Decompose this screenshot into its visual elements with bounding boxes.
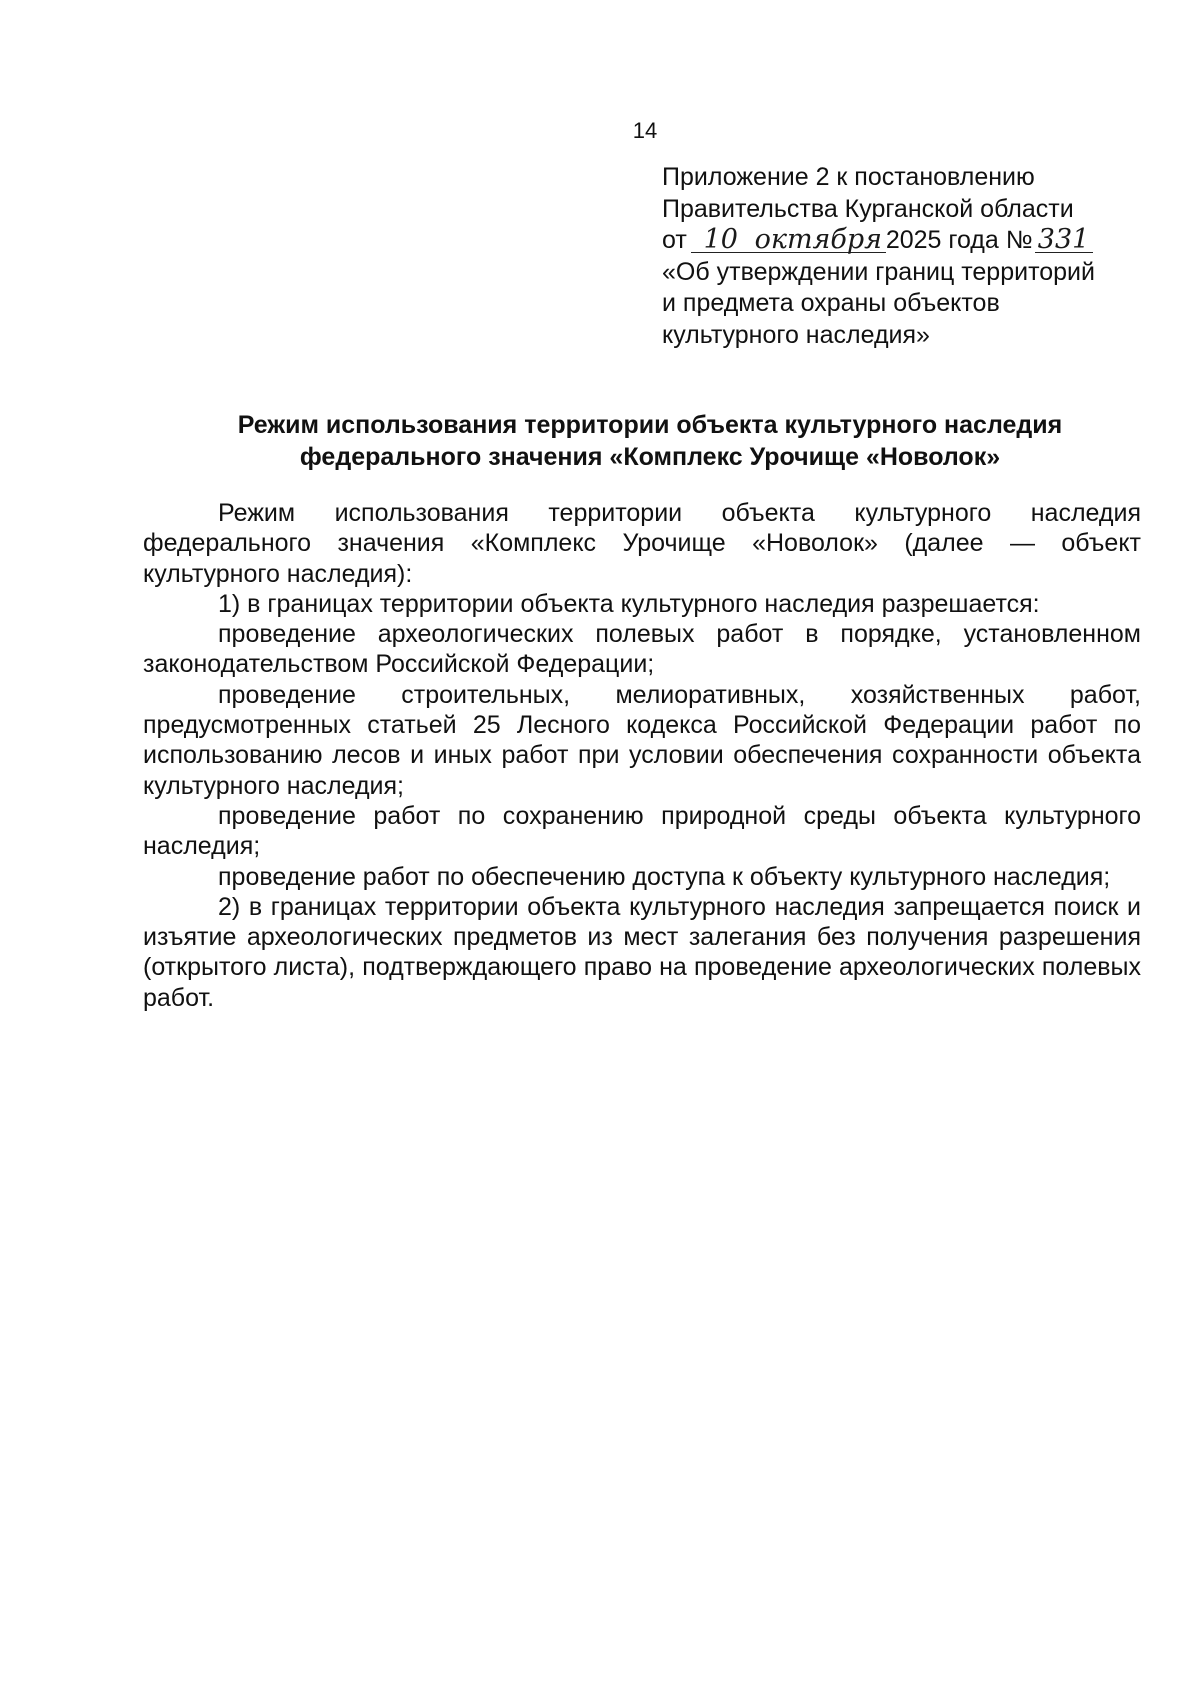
handwritten-day: 10 (691, 228, 751, 253)
appendix-line-4: «Об утверждении границ территорий (662, 257, 1095, 286)
document-title (120, 410, 1180, 473)
appendix-line-2: Правительства Курганской области (662, 194, 1074, 223)
appendix-line-5: и предмета охраны объектов (662, 289, 1000, 317)
handwritten-doc-number: 331 (1035, 228, 1093, 253)
paragraph-prohibited: 2) в границах территории объекта культурного наследия запрещается поиск и изъятие археологических предметов из мест залегания без получения разрешения (открытого листа), подтверждающего право на проведение археологических полевых работ. (143, 892, 1141, 1012)
paragraph-intro: Режим использования территории объекта культурного наследия федерального значения «Комплекс Урочище «Новолок» (далее — объект культурного наследия): (143, 499, 1141, 588)
appendix-line-1: Приложение 2 к постановлению (662, 163, 1035, 191)
paragraph-permitted-item: проведение строительных, мелиоративных, хозяйственных работ, предусмотренных статьей 25 Лесного кодекса Российской Федерации работ по использованию лесов и иных работ при условии обеспечения сохранности объекта культурного наследия; (143, 680, 1141, 800)
appendix-date-line (662, 225, 1142, 257)
date-year: 2025 года № (885, 226, 1033, 254)
paragraph-permitted-item: проведение работ по обеспечению доступа к объекту культурного наследия; (218, 862, 1111, 891)
appendix-line-6: культурного наследия» (662, 320, 930, 349)
page-number: 14 (632, 118, 658, 143)
title-line-1: Режим использования территории объекта культурного наследия (237, 411, 1063, 439)
paragraph-permitted-item: проведение археологических полевых работ в порядке, установленном законодательством Российской Федерации; (143, 620, 1141, 679)
date-prefix: от (662, 226, 687, 254)
paragraph-permitted-item: проведение работ по сохранению природной среды объекта культурного наследия; (143, 801, 1141, 861)
document-body (143, 498, 1141, 1013)
paragraph-permitted-heading: 1) в границах территории объекта культурного наследия разрешается: (218, 589, 1040, 618)
title-line-2: федерального значения «Комплекс Урочище «Новолок» (299, 442, 1001, 471)
appendix-block (662, 162, 1142, 351)
handwritten-month: октября (751, 228, 886, 253)
